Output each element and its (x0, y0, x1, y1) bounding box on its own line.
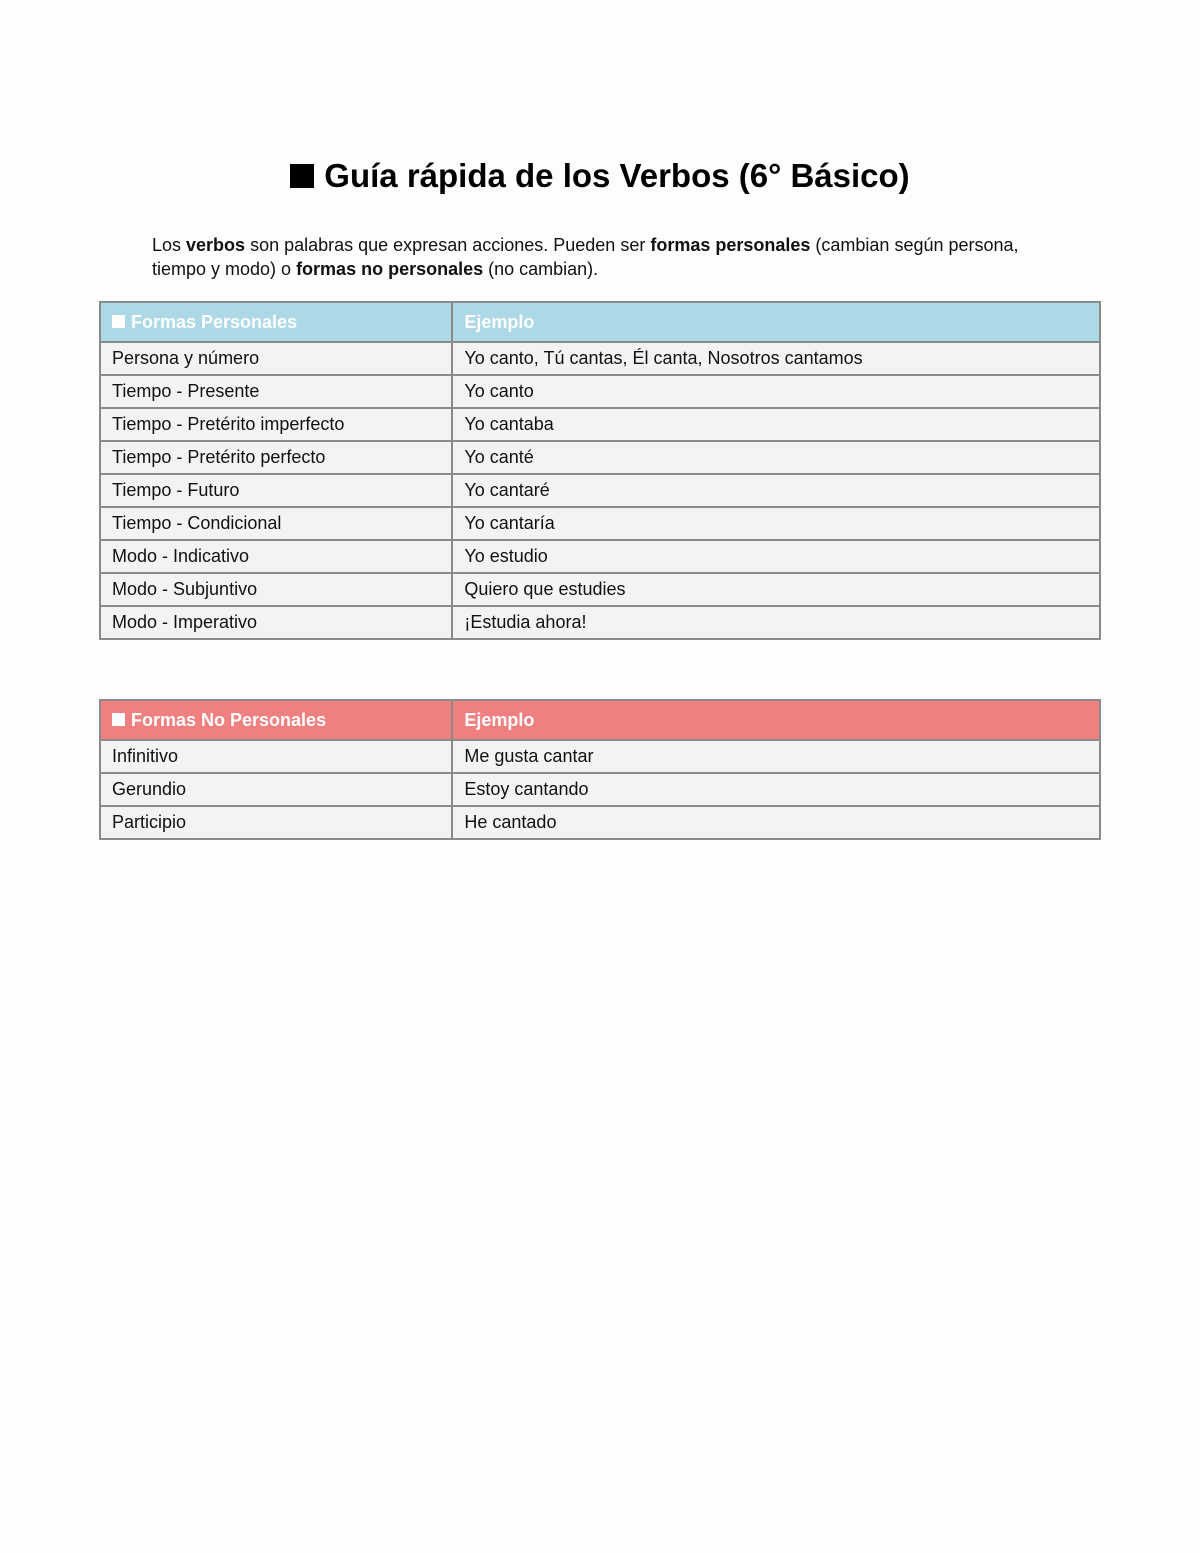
example-cell: He cantado (452, 806, 1100, 839)
table-row (100, 806, 1100, 839)
intro-text-2: son palabras que expresan acciones. Pueden ser (245, 235, 651, 255)
header-cell-formas-personales (100, 302, 452, 342)
example-cell: Yo cantaba (452, 408, 1100, 441)
header-cell-ejemplo: Ejemplo (452, 302, 1100, 342)
example-cell: Yo canto (452, 375, 1100, 408)
intro-bold-verbos: verbos (186, 235, 246, 255)
formas-no-personales-table (99, 699, 1101, 840)
example-cell: Estoy cantando (452, 773, 1100, 806)
white-square-icon (112, 713, 125, 726)
form-cell: Gerundio (100, 773, 452, 806)
form-cell: Modo - Imperativo (100, 606, 452, 639)
table-row (100, 606, 1100, 639)
example-cell: Yo cantaría (452, 507, 1100, 540)
table-row (100, 773, 1100, 806)
example-cell: Me gusta cantar (452, 740, 1100, 773)
table-row (100, 507, 1100, 540)
form-cell: Modo - Subjuntivo (100, 573, 452, 606)
header-label: Formas No Personales (131, 709, 327, 730)
intro-bold-formas-personales: formas personales (650, 235, 811, 255)
form-cell: Tiempo - Presente (100, 375, 452, 408)
form-cell: Persona y número (100, 342, 452, 375)
table-row (100, 342, 1100, 375)
white-square-icon (112, 315, 125, 328)
table-header-row (100, 302, 1100, 342)
example-cell: Yo estudio (452, 540, 1100, 573)
form-cell: Modo - Indicativo (100, 540, 452, 573)
page-title (0, 156, 1200, 196)
table-row (100, 375, 1100, 408)
form-cell: Tiempo - Futuro (100, 474, 452, 507)
example-cell: Yo canté (452, 441, 1100, 474)
example-cell: Yo canto, Tú cantas, Él canta, Nosotros cantamos (452, 342, 1100, 375)
header-label: Formas Personales (131, 311, 298, 332)
example-cell: Quiero que estudies (452, 573, 1100, 606)
form-cell: Infinitivo (100, 740, 452, 773)
intro-text-4: (no cambian). (483, 259, 599, 279)
form-cell: Tiempo - Pretérito perfecto (100, 441, 452, 474)
table-row (100, 408, 1100, 441)
formas-personales-table (99, 301, 1101, 640)
example-cell: ¡Estudia ahora! (452, 606, 1100, 639)
header-cell-ejemplo: Ejemplo (452, 700, 1100, 740)
form-cell: Tiempo - Condicional (100, 507, 452, 540)
intro-text-1: Los (152, 235, 187, 255)
table-row (100, 573, 1100, 606)
form-cell: Participio (100, 806, 452, 839)
square-bullet-icon (290, 164, 314, 188)
intro-paragraph (152, 233, 1052, 281)
page-title-text: Guía rápida de los Verbos (6° Básico) (324, 157, 910, 194)
table-row (100, 474, 1100, 507)
example-cell: Yo cantaré (452, 474, 1100, 507)
table-row (100, 740, 1100, 773)
intro-text-3: (cambian según persona, tiempo y modo) o (152, 235, 1019, 279)
table-row (100, 540, 1100, 573)
form-cell: Tiempo - Pretérito imperfecto (100, 408, 452, 441)
table-header-row (100, 700, 1100, 740)
intro-bold-formas-no-personales: formas no personales (296, 259, 484, 279)
header-cell-formas-no-personales (100, 700, 452, 740)
table-row (100, 441, 1100, 474)
